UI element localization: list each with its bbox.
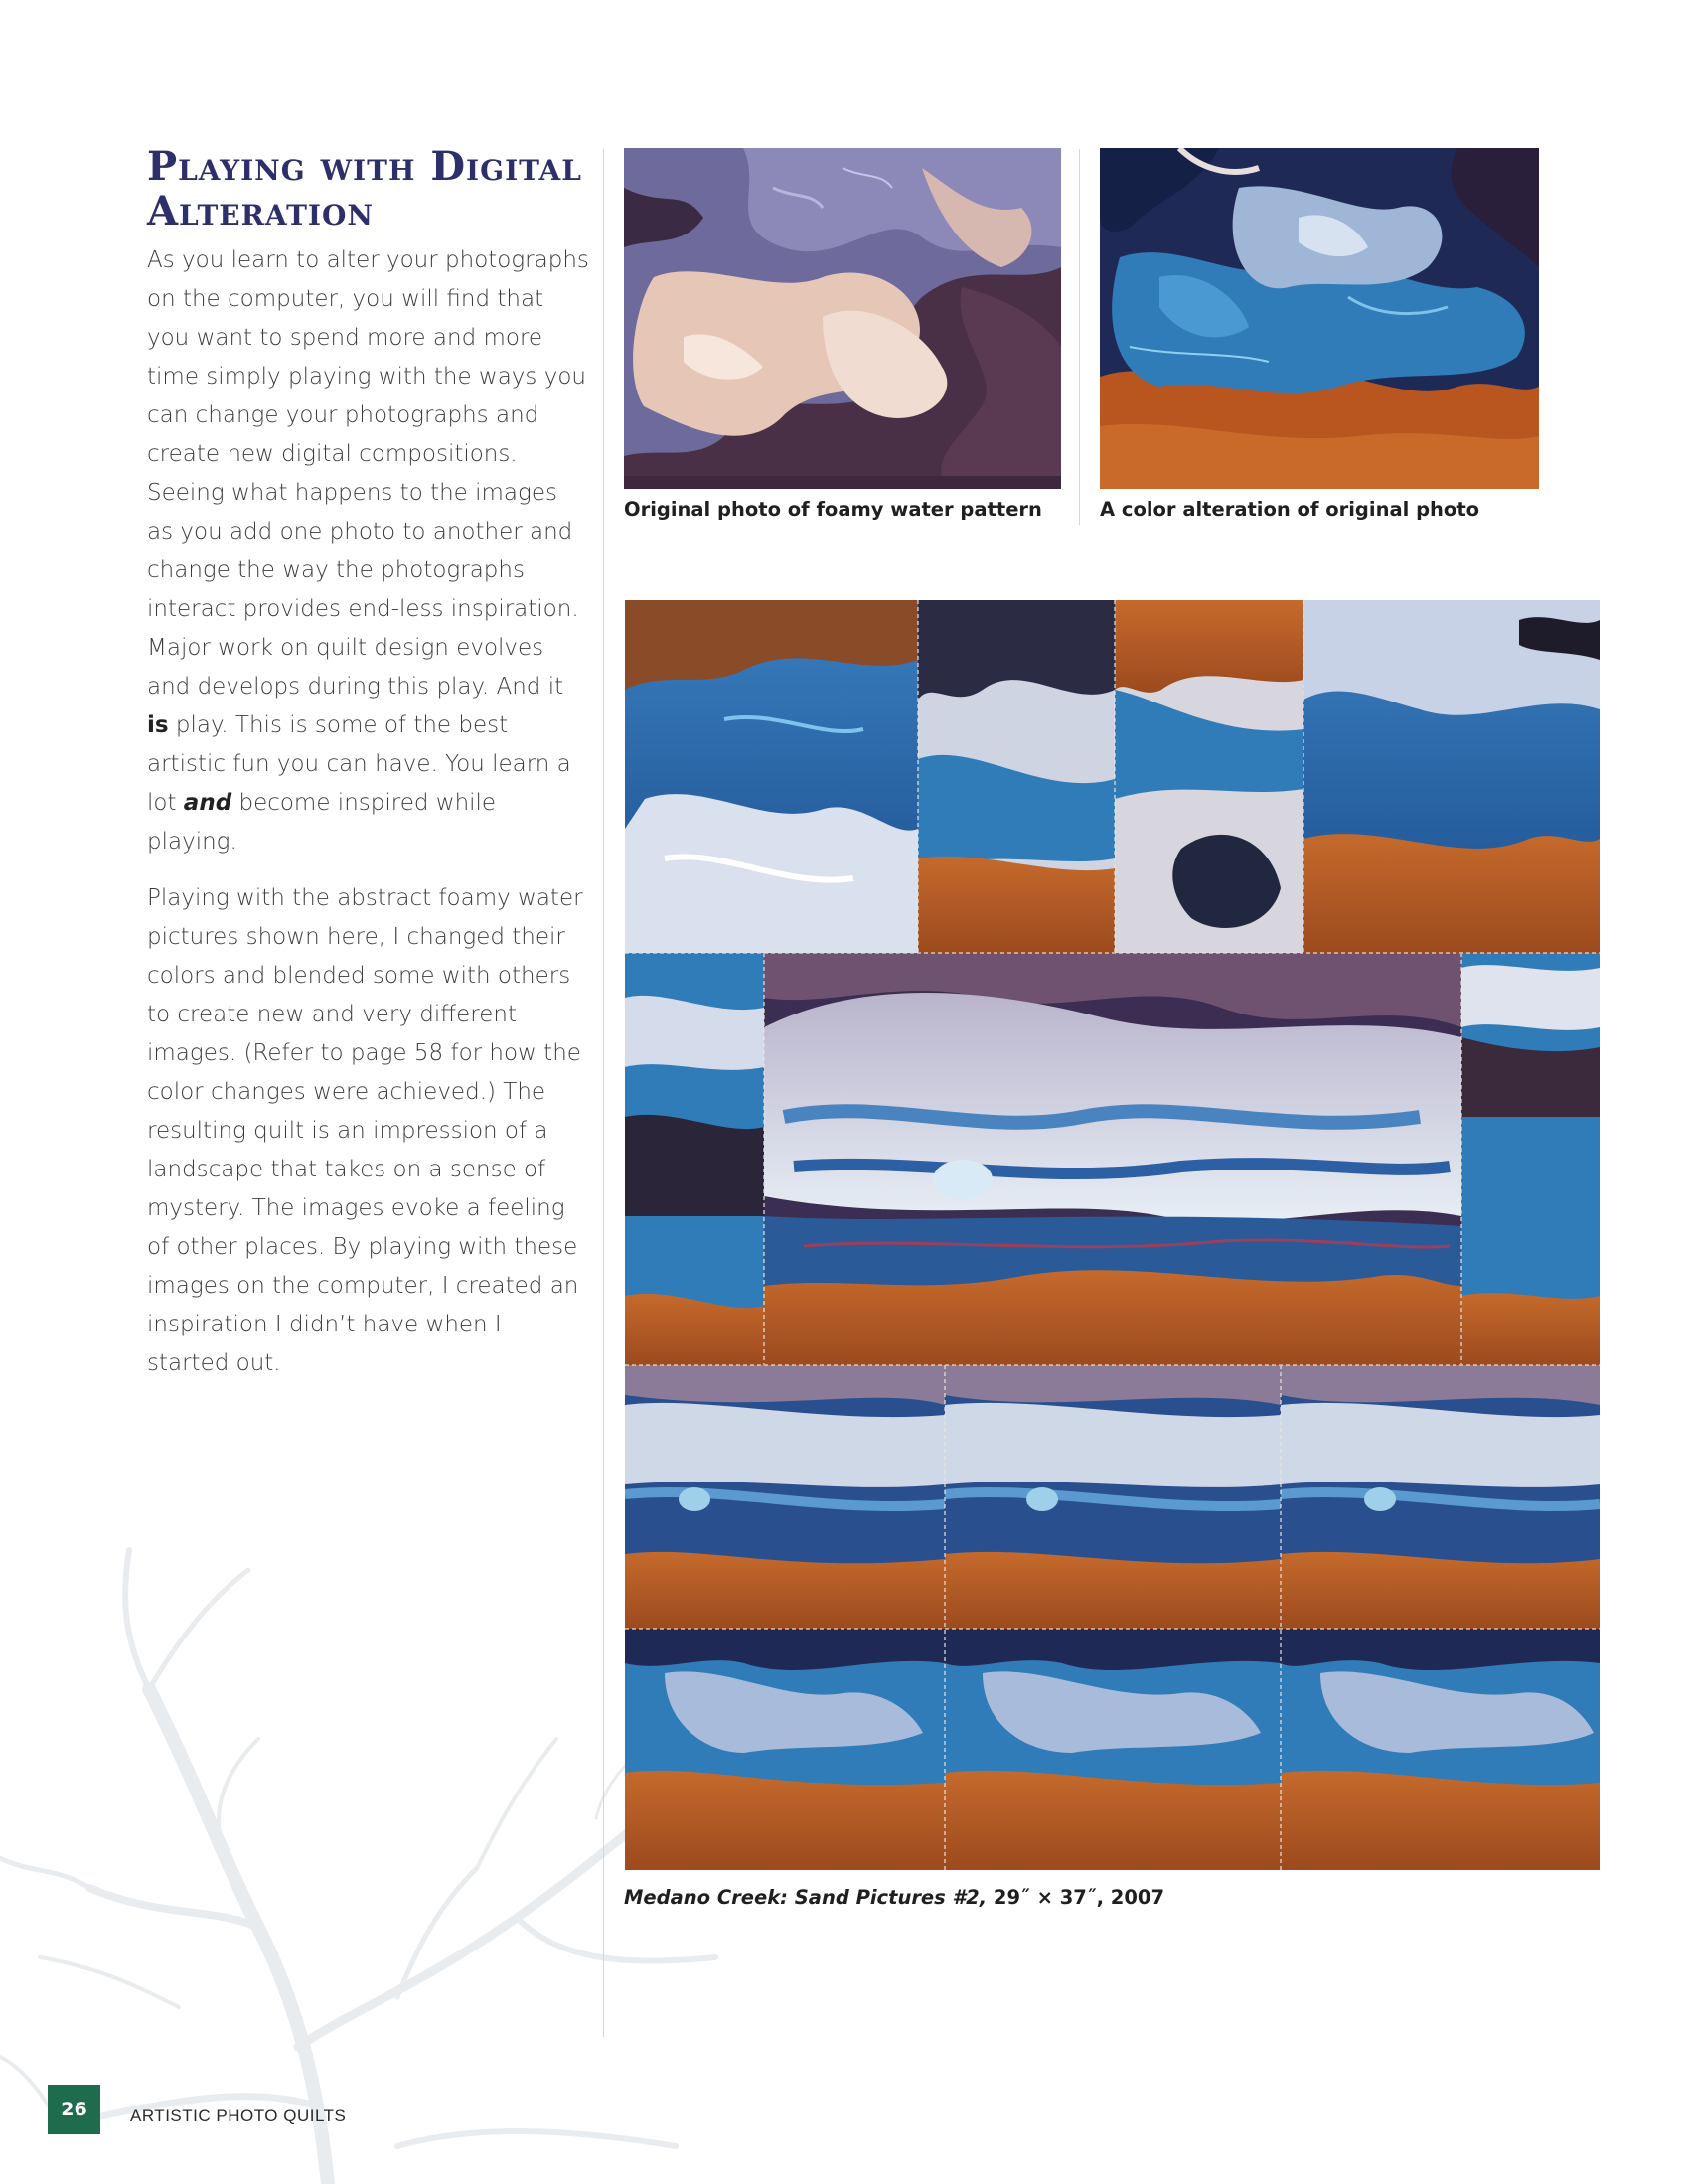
paragraph-1-part-a: As you learn to alter your photographs on the computer, you will find that you want to spend more and more time simply playing with the ways you can change your photographs and create new digital compositions. Seeing what happens to the images as you add one photo to another and change the way the photographs interact provides end-less inspiration. Major work on quilt design evolves and develops during this play. And it [147, 247, 589, 700]
quilt-caption-title: Medano Creek: Sand Pictures #2, [624, 1886, 988, 1909]
altered-photo-caption: A color alteration of original photo [1100, 498, 1480, 521]
page-number-badge: 26 [48, 2085, 100, 2134]
medano-creek-quilt-image [625, 600, 1600, 1870]
photo-divider [1079, 149, 1080, 525]
quilt-caption [624, 1886, 1164, 1909]
column-divider [603, 149, 604, 2037]
paragraph-1-part-b: play. This is some of the best artistic fun you can have. You learn a lot [147, 712, 571, 816]
quilt-caption-details: 29˝ × 37˝, 2007 [987, 1886, 1165, 1909]
color-altered-photo [1100, 148, 1539, 489]
paragraph-2: Playing with the abstract foamy water pictures shown here, I changed their colors and blended some with others to create new and very different images. (Refer to page 58 for how the color changes were achieved.) The resulting quilt is an impression of a landscape that takes on a sense of mystery. The images evoke a feeling of other places. By playing with these images on the computer, I created an inspiration I didn’t have when I started out. [147, 885, 583, 1376]
paragraph-1-bold-word: is [147, 712, 169, 738]
paragraph-1 [147, 241, 589, 861]
original-foamy-water-photo [624, 148, 1061, 489]
paragraph-1-part-c: become inspired while playing. [147, 790, 497, 855]
section-heading: Playing with Digital Alteration [147, 143, 582, 234]
body-text [147, 241, 589, 1401]
original-photo-caption: Original photo of foamy water pattern [624, 498, 1042, 521]
paragraph-1-emphasis-word: and [183, 790, 232, 816]
running-book-title: ARTISTIC PHOTO QUILTS [130, 2106, 347, 2125]
